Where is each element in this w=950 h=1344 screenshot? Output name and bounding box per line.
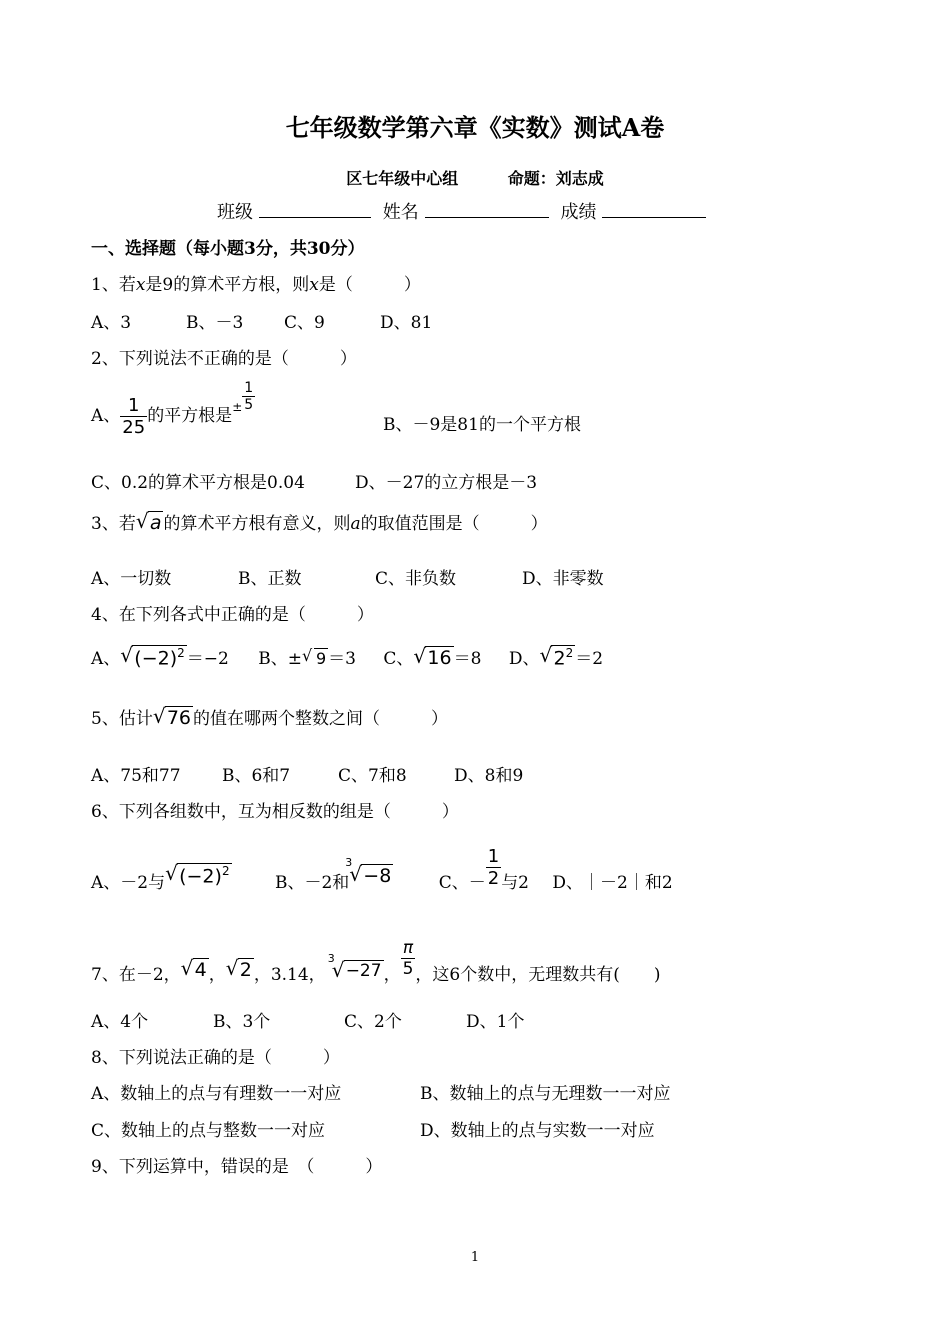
q6-c-text: C、－: [438, 873, 486, 893]
q3-option-a[interactable]: A、一切数: [91, 569, 172, 589]
q4-a-sqrt: √ $(-2)^2$: [120, 642, 185, 669]
q3-text-3: 的取值范围是（ ）: [360, 514, 548, 534]
q4-b-pm: ±: [287, 649, 302, 669]
q6-c-text-2: 与2: [501, 873, 530, 893]
q8-option-d[interactable]: D、数轴上的点与实数一一对应: [420, 1121, 655, 1141]
q5-option-b[interactable]: B、6和7: [222, 766, 291, 786]
q3-var: a: [350, 514, 361, 534]
q3-radicand: a: [149, 512, 162, 534]
q7-denominator: 5: [402, 959, 414, 979]
q7-radicand-3: −27: [345, 961, 382, 981]
q6-options: [91, 846, 673, 893]
author-group: 区七年级中心组: [346, 169, 459, 188]
q1-var-2: x: [309, 275, 319, 295]
q5-option-a[interactable]: A、75和77: [91, 766, 181, 786]
q6-option-d[interactable]: D、｜－2｜和2: [552, 873, 673, 893]
q6-b-radicand: −8: [363, 865, 392, 887]
q4-c-text: ＝8: [453, 649, 482, 669]
q2-a-pm: ±: [232, 400, 243, 414]
q4-a-exp: 2: [177, 645, 185, 660]
q2-a-label: A、: [91, 406, 121, 426]
q2-a-denominator-2: 5: [244, 397, 254, 413]
q1-options: [91, 308, 432, 333]
q7-radicand-1: 4: [194, 959, 207, 981]
student-info: [217, 198, 712, 224]
q7-radicand-2: 2: [239, 959, 252, 981]
q4-c-radicand: 16: [427, 647, 452, 669]
q4-option-c[interactable]: [383, 644, 482, 669]
q2-a-numerator-2: 1: [244, 380, 254, 396]
q7-sqrt-1: √ 4: [180, 956, 207, 981]
q7-text-1: 7、在－2，: [91, 965, 181, 985]
q4-a-label: A、: [91, 649, 121, 669]
author-setter: 命题：刘志成: [507, 169, 604, 188]
q3-text-1: 3、若: [91, 514, 136, 534]
q6-option-c[interactable]: [438, 846, 530, 893]
q1-text-1: 1、若: [91, 275, 136, 295]
page-title: 七年级数学第六章《实数》测试A卷: [285, 113, 665, 142]
question-5: [91, 704, 448, 729]
q1-option-a[interactable]: A、3: [91, 313, 132, 333]
q4-d-exp: 2: [565, 645, 574, 660]
q5-text-1: 5、估计: [91, 709, 153, 729]
q4-b-radicand: 9: [315, 649, 327, 668]
q4-options: [91, 644, 603, 669]
q3-option-c[interactable]: C、非负数: [375, 569, 457, 589]
q6-a-text: A、－2与: [91, 873, 166, 893]
score-label: 成绩: [560, 202, 597, 223]
q4-d-radicand: 2: [553, 647, 566, 669]
name-label: 姓名: [382, 202, 419, 223]
q1-option-d[interactable]: D、81: [380, 313, 433, 333]
q3-option-b[interactable]: B、正数: [238, 569, 302, 589]
q4-option-a[interactable]: [91, 642, 229, 669]
q1-option-c[interactable]: C、9: [284, 313, 325, 333]
q2-option-d[interactable]: D、－27的立方根是－3: [355, 473, 538, 493]
q5-option-c[interactable]: C、7和8: [338, 766, 407, 786]
q6-a-sqrt: √ $(-2)^2$: [165, 860, 230, 887]
q4-b-text: ＝3: [328, 649, 356, 669]
q7-option-d[interactable]: D、1个: [466, 1012, 525, 1032]
q3-options: [91, 564, 604, 589]
q2-option-c[interactable]: C、0.2的算术平方根是0.04: [91, 473, 305, 493]
q4-d-label: D、: [508, 649, 540, 669]
q1-option-b[interactable]: B、－3: [186, 313, 244, 333]
q2-option-a[interactable]: [91, 380, 255, 438]
name-blank[interactable]: [425, 199, 549, 218]
q7-comma-2: ，: [383, 965, 401, 985]
q7-options: [91, 1007, 524, 1032]
q5-radicand: 76: [166, 707, 192, 729]
q8-option-b[interactable]: B、数轴上的点与无理数一一对应: [420, 1084, 671, 1104]
q4-d-sqrt: √ $2^2$: [539, 642, 574, 669]
q8-options-cd: [91, 1116, 655, 1141]
q2-a-fraction: [120, 395, 147, 438]
q7-sqrt-2: √ 2: [225, 956, 252, 981]
q6-c-fraction: [486, 846, 501, 889]
q1-var: x: [135, 275, 146, 295]
question-7: [91, 938, 661, 985]
q6-b-cbrt: 3 √ −8: [345, 856, 392, 887]
class-label: 班级: [217, 202, 253, 223]
q4-b-label: B、: [258, 649, 288, 669]
q2-a-denominator: 25: [122, 417, 146, 438]
question-2: 2、下列说法不正确的是（ ）: [91, 349, 357, 369]
q7-text-2: ，3.14，: [253, 965, 326, 985]
q3-text-2: 的算术平方根有意义，则: [163, 514, 351, 534]
page-number: 1: [470, 1250, 480, 1265]
q8-option-a[interactable]: A、数轴上的点与有理数一一对应: [91, 1084, 342, 1104]
q7-cbrt: 3 √ −27: [327, 952, 382, 982]
q4-c-label: C、: [383, 649, 414, 669]
q5-options: [91, 761, 523, 786]
q5-text-2: 的值在哪两个整数之间（ ）: [193, 709, 449, 729]
q7-option-a[interactable]: A、4个: [91, 1012, 149, 1032]
q7-comma: ，: [208, 965, 226, 985]
q3-sqrt: √ a: [135, 509, 162, 534]
q2-a-numerator: 1: [120, 395, 147, 417]
q7-option-c[interactable]: C、2个: [344, 1012, 402, 1032]
q7-numerator: π: [401, 938, 416, 959]
q6-option-a[interactable]: [91, 860, 232, 893]
q6-b-index: 3: [345, 856, 353, 869]
author-line: [0, 166, 950, 189]
q6-a-exp: 2: [221, 863, 230, 878]
q3-option-d[interactable]: D、非零数: [522, 569, 604, 589]
q1-text-3: 是（ ）: [318, 275, 421, 295]
question-4: 4、在下列各式中正确的是（ ）: [91, 605, 374, 625]
q5-sqrt: √ 76: [152, 704, 192, 729]
q4-option-d[interactable]: [508, 642, 604, 669]
question-8: 8、下列说法正确的是（ ）: [91, 1048, 340, 1068]
q7-fraction: [401, 938, 416, 979]
q2-option-b[interactable]: B、－9是81的一个平方根: [383, 415, 581, 435]
q4-option-b[interactable]: [258, 646, 356, 669]
q5-option-d[interactable]: D、8和9: [454, 766, 524, 786]
q2-a-fraction-2: [242, 380, 255, 413]
q4-a-text: ＝−2: [186, 649, 229, 669]
q6-option-b[interactable]: [274, 856, 393, 893]
q6-a-radicand: (−2): [179, 865, 222, 887]
class-blank[interactable]: [259, 199, 371, 218]
q6-c-numerator: 1: [487, 846, 500, 867]
question-9: 9、下列运算中，错误的是 （ ）: [91, 1157, 383, 1177]
q4-b-sqrt: √ 9: [301, 646, 327, 668]
q6-c-denominator: 2: [487, 868, 500, 889]
q4-a-radicand: (−2): [134, 647, 178, 669]
q7-index: 3: [327, 952, 335, 965]
question-1: [91, 270, 421, 295]
q6-b-text: B、－2和: [274, 873, 350, 893]
q4-d-text: ＝2: [575, 649, 604, 669]
score-blank[interactable]: [602, 199, 706, 218]
q8-options-ab: [91, 1079, 671, 1104]
q7-text-3: ，这6个数中，无理数共有( ): [415, 965, 661, 985]
q1-text-2: 是9的算术平方根，则: [145, 275, 310, 295]
q7-option-b[interactable]: B、3个: [213, 1012, 271, 1032]
q8-option-c[interactable]: C、数轴上的点与整数一一对应: [91, 1121, 326, 1141]
question-6: 6、下列各组数中，互为相反数的组是（ ）: [91, 802, 459, 822]
q2-a-text: 的平方根是: [147, 406, 233, 426]
section-heading: 一、选择题（每小题3分，共30分）: [91, 239, 365, 259]
question-3: [91, 509, 548, 534]
q4-c-sqrt: √ 16: [413, 644, 452, 669]
q2-options-cd: [91, 468, 537, 493]
